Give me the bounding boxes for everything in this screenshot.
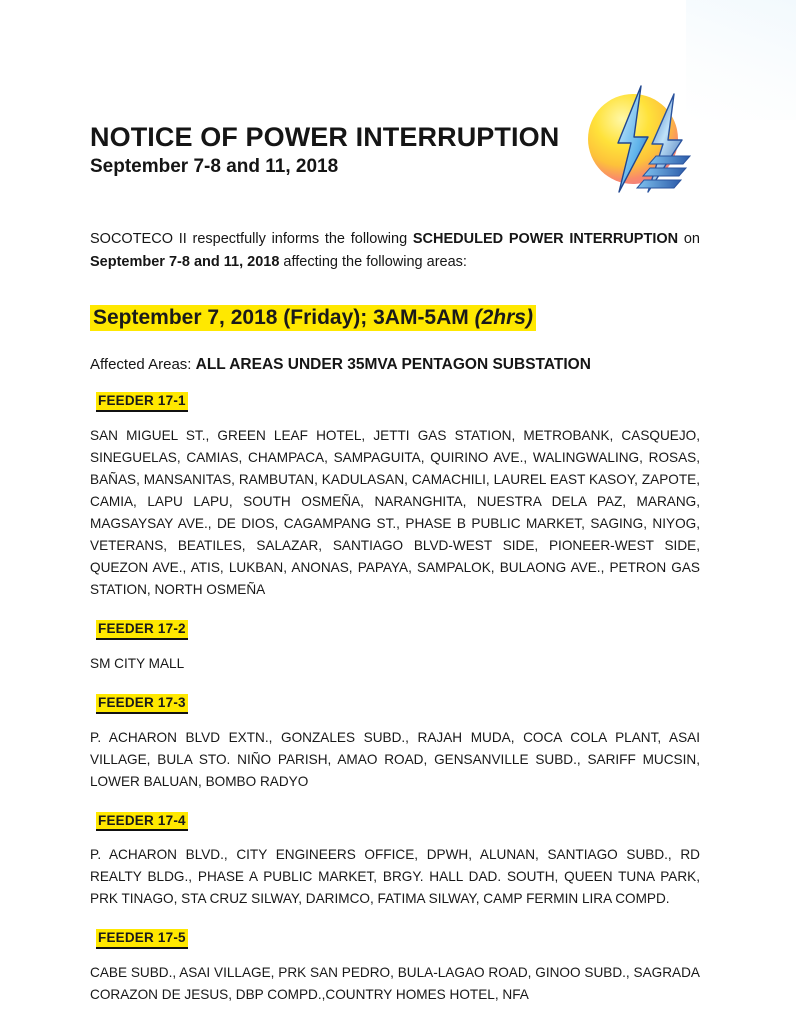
feeder-areas: SM CITY MALL [90,655,185,671]
section-spacer [90,675,700,694]
feeder-label-wrap [96,929,700,949]
section-spacer [90,793,700,812]
intro-bold-scheduled-power-interruption: SCHEDULED POWER INTERRUPTION [412,231,679,247]
affected-areas-line [90,356,700,374]
schedule-date-banner [90,306,536,330]
feeder-block [90,929,700,1006]
feeder-sections [90,392,700,1006]
intro-bold-dates: September 7-8 and 11, 2018 [90,253,280,270]
feeder-areas: P. ACHARON BLVD., CITY ENGINEERS OFFICE, DPWH, ALUNAN, SANTIAGO SUBD., RD REALTY BLDG., PHASE A PUBLIC MARKET, BRGY. HALL DAD. SOUTH, QUEEN TUNA PARK, PRK TINAGO, STA CRUZ SILWAY, DARIMCO, FATIMA SILWAY, CAMP FERMIN LIRA COMPD. [90,847,700,907]
feeder-label-wrap [96,812,700,832]
feeder-label: FEEDER 17-4 [96,812,188,832]
page-subtitle-dates: September 7-8 and 11, 2018 [90,156,339,178]
feeder-label-wrap [96,392,700,412]
affected-areas-value: ALL AREAS UNDER 35MVA PENTAGON SUBSTATION [195,356,591,373]
feeder-areas: SAN MIGUEL ST., GREEN LEAF HOTEL, JETTI GAS STATION, METROBANK, CASQUEJO, SINEGUELAS, CAMIAS, CHAMPACA, SAMPAGUITA, QUIRINO AVE., WALINGWALING, ROSAS, BAÑAS, MANSANITAS, RAMBUTAN, KADULASAN, CAMACHILI, LAUREL EAST KASOY, ZAPOTE, CAMIA, LAPU LAPU, SOUTH OSMEÑA, NARANGHITA, NUESTRA DELA PAZ, MARANG, MAGSAYSAY AVE., DE DIOS, CAGAMPANG ST., PHASE B PUBLIC MARKET, SAGING, NIYOG, VETERANS, BEATILES, SALAZAR, SANTIAGO BLVD-WEST SIDE, PIONEER-WEST SIDE, QUEZON AVE., ATIS, LUKBAN, ANONAS, PAPAYA, SAMPALOK, BULAONG AVE., PETRON GAS STATION, NORTH OSMEÑA [90,427,700,597]
feeder-label-wrap [96,620,700,640]
feeder-block [90,694,700,812]
page-title: NOTICE OF POWER INTERRUPTION [90,122,560,152]
feeder-areas: CABE SUBD., ASAI VILLAGE, PRK SAN PEDRO, BULA-LAGAO ROAD, GINOO SUBD., SAGRADA CORAZON DE JESUS, DBP COMPD.,COUNTRY HOMES HOTEL, NFA [90,965,700,1003]
intro-text-on: on [678,231,700,247]
schedule-duration-text: (2hrs) [474,306,533,329]
feeder-label: FEEDER 17-2 [96,620,188,640]
intro-text-lead: SOCOTECO II respectfully informs the following [90,231,413,247]
section-spacer [90,601,700,620]
feeder-block [90,620,700,694]
schedule-date-highlight [90,305,536,331]
feeder-label-wrap [96,694,700,714]
intro-paragraph [90,228,700,274]
schedule-date-text: September 7, 2018 (Friday); 3AM-5AM [93,306,469,329]
feeder-label: FEEDER 17-5 [96,929,188,949]
feeder-label: FEEDER 17-3 [96,694,188,714]
feeder-block [90,812,700,930]
affected-areas-label: Affected Areas: [90,356,192,373]
feeder-label: FEEDER 17-1 [96,392,188,412]
intro-text-tail: affecting the following areas: [279,253,467,270]
feeder-areas: P. ACHARON BLVD EXTN., GONZALES SUBD., RAJAH MUDA, COCA COLA PLANT, ASAI VILLAGE, BULA STO. NIÑO PARISH, AMAO ROAD, GENSANVILLE SUBD., SARIFF MUCSIN, LOWER BALUAN, BOMBO RADYO [90,729,700,789]
section-spacer [90,910,700,929]
document-header [90,122,700,178]
feeder-block [90,392,700,620]
